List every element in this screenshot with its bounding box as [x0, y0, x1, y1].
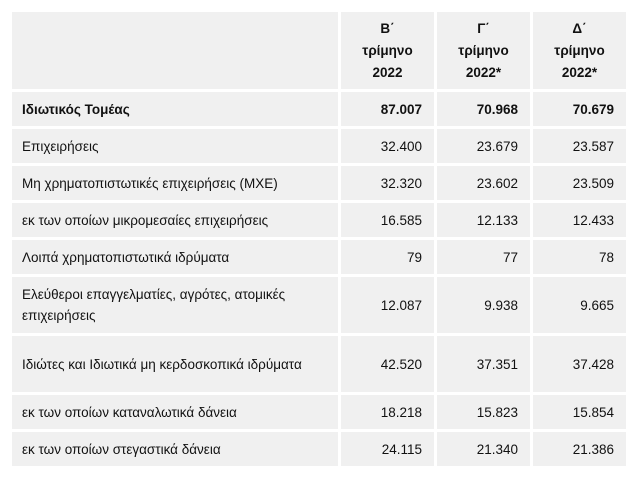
data-table: [9, 9, 629, 469]
row-label: Επιχειρήσεις: [12, 129, 338, 163]
table-row: [12, 432, 626, 466]
row-label: Ιδιωτικός Τομέας: [12, 92, 338, 126]
row-label: Ιδιώτες και Ιδιωτικά μη κερδοσκοπικά ιδρύματα: [12, 336, 338, 392]
table-row: [12, 92, 626, 126]
row-value: 16.585: [341, 203, 434, 237]
table-row: [12, 129, 626, 163]
row-label: εκ των οποίων στεγαστικά δάνεια: [12, 432, 338, 466]
header-line: 2022*: [465, 64, 502, 80]
header-cell-q3-2022: [437, 12, 530, 89]
header-line: τρίμηνο: [458, 42, 509, 58]
row-value: 18.218: [341, 395, 434, 429]
header-line: 2022*: [561, 64, 598, 80]
row-value: 23.509: [533, 166, 626, 200]
row-value: 24.115: [341, 432, 434, 466]
row-value: 12.133: [437, 203, 530, 237]
row-value: 37.428: [533, 336, 626, 392]
row-value: 15.854: [533, 395, 626, 429]
row-value: 70.679: [533, 92, 626, 126]
header-line: Γ΄: [477, 20, 490, 36]
row-value: 37.351: [437, 336, 530, 392]
row-value: 9.665: [533, 277, 626, 333]
row-value: 12.087: [341, 277, 434, 333]
row-value: 21.340: [437, 432, 530, 466]
row-value: 9.938: [437, 277, 530, 333]
row-label: εκ των οποίων καταναλωτικά δάνεια: [12, 395, 338, 429]
table-row: [12, 166, 626, 200]
header-cell-empty: [12, 12, 338, 89]
row-label: Ελεύθεροι επαγγελματίες, αγρότες, ατομικές επιχειρήσεις: [12, 277, 338, 333]
header-cell-q4-2022: [533, 12, 626, 89]
header-line: 2022: [372, 64, 403, 80]
header-line: τρίμηνο: [362, 42, 413, 58]
row-value: 32.400: [341, 129, 434, 163]
table-row: [12, 336, 626, 392]
table-row: [12, 395, 626, 429]
header-line: Β΄: [380, 20, 395, 36]
row-value: 23.587: [533, 129, 626, 163]
row-value: 15.823: [437, 395, 530, 429]
row-value: 23.602: [437, 166, 530, 200]
table-row: [12, 203, 626, 237]
header-row: [12, 12, 626, 89]
row-value: 23.679: [437, 129, 530, 163]
table-row: [12, 240, 626, 274]
row-label: Μη χρηματοπιστωτικές επιχειρήσεις (ΜΧΕ): [12, 166, 338, 200]
header-cell-q2-2022: [341, 12, 434, 89]
header-line: Δ΄: [572, 20, 587, 36]
row-value: 70.968: [437, 92, 530, 126]
row-label: Λοιπά χρηματοπιστωτικά ιδρύματα: [12, 240, 338, 274]
row-value: 12.433: [533, 203, 626, 237]
row-value: 78: [533, 240, 626, 274]
row-value: 87.007: [341, 92, 434, 126]
row-label: εκ των οποίων μικρομεσαίες επιχειρήσεις: [12, 203, 338, 237]
row-value: 32.320: [341, 166, 434, 200]
row-value: 79: [341, 240, 434, 274]
table-row: [12, 277, 626, 333]
row-value: 77: [437, 240, 530, 274]
row-value: 42.520: [341, 336, 434, 392]
header-line: τρίμηνο: [554, 42, 605, 58]
row-value: 21.386: [533, 432, 626, 466]
table-container: [12, 12, 626, 469]
